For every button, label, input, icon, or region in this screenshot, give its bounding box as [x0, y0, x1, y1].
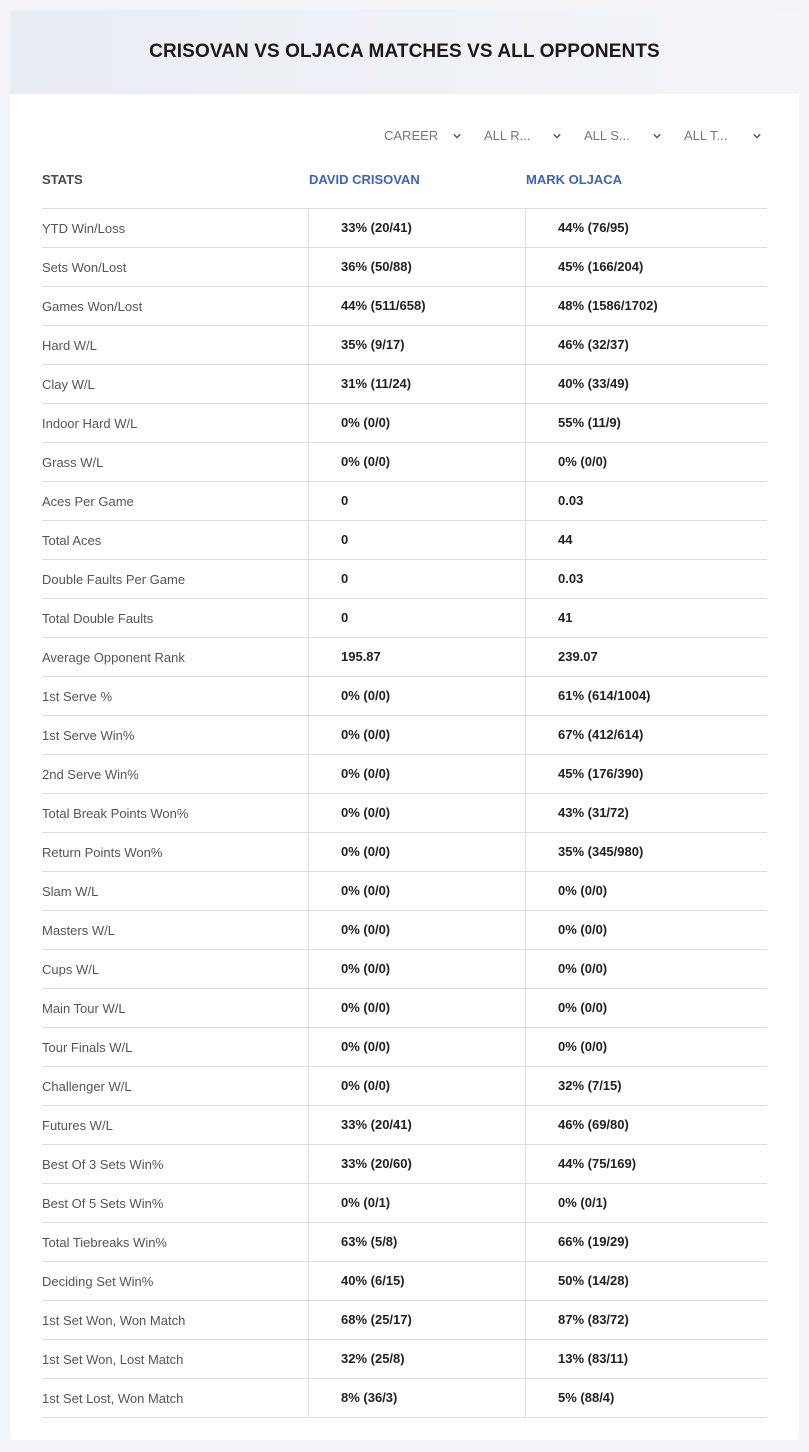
table-row — [42, 560, 767, 599]
stat-label: Total Break Points Won% — [42, 806, 189, 821]
player1-stat-value: 0% (0/0) — [308, 716, 525, 754]
table-row — [42, 677, 767, 716]
player1-stat-value: 195.87 — [308, 638, 525, 676]
player2-stat-value: 0% (0/0) — [525, 443, 767, 481]
chevron-down-icon — [753, 132, 761, 140]
page-header — [10, 10, 799, 94]
table-row — [42, 1301, 767, 1340]
stats-table-body — [42, 208, 767, 1418]
table-row — [42, 1223, 767, 1262]
table-row — [42, 794, 767, 833]
filter-round-label: ALL R... — [484, 128, 531, 143]
chevron-down-icon — [553, 132, 561, 140]
table-header — [42, 170, 767, 208]
player1-stat-value: 0% (0/0) — [308, 1028, 525, 1066]
player2-stat-value: 0.03 — [525, 482, 767, 520]
stat-label: Clay W/L — [42, 377, 95, 392]
player2-stat-value: 50% (14/28) — [525, 1262, 767, 1300]
stat-label: Slam W/L — [42, 884, 99, 899]
stat-label: Masters W/L — [42, 923, 115, 938]
player1-stat-value: 0% (0/0) — [308, 989, 525, 1027]
table-row — [42, 872, 767, 911]
stat-label: 1st Set Won, Lost Match — [42, 1352, 184, 1367]
player1-stat-value: 33% (20/60) — [308, 1145, 525, 1183]
table-row — [42, 599, 767, 638]
filter-bar — [365, 123, 765, 149]
player1-stat-value: 0 — [308, 560, 525, 598]
player2-stat-value: 44% (76/95) — [525, 209, 767, 247]
player2-stat-value: 13% (83/11) — [525, 1340, 767, 1378]
player2-stat-value: 0.03 — [525, 560, 767, 598]
player2-stat-value: 0% (0/0) — [525, 872, 767, 910]
stat-label: 1st Set Won, Won Match — [42, 1313, 186, 1328]
stat-label: 1st Set Lost, Won Match — [42, 1391, 184, 1406]
player2-stat-value: 46% (32/37) — [525, 326, 767, 364]
stat-label: Cups W/L — [42, 962, 100, 977]
table-row — [42, 443, 767, 482]
stat-label: 1st Serve Win% — [42, 728, 135, 743]
stat-label: Deciding Set Win% — [42, 1274, 154, 1289]
player2-stat-value: 0% (0/0) — [525, 911, 767, 949]
player2-stat-value: 46% (69/80) — [525, 1106, 767, 1144]
filter-period-label: CAREER — [384, 128, 439, 143]
player2-stat-value: 55% (11/9) — [525, 404, 767, 442]
table-row — [42, 1262, 767, 1301]
player2-stat-value: 48% (1586/1702) — [525, 287, 767, 325]
player1-stat-value: 31% (11/24) — [308, 365, 525, 403]
stat-label: YTD Win/Loss — [42, 221, 126, 236]
table-row — [42, 1067, 767, 1106]
player1-stat-value: 44% (511/658) — [308, 287, 525, 325]
player2-stat-value: 43% (31/72) — [525, 794, 767, 832]
stat-label: Challenger W/L — [42, 1079, 132, 1094]
player1-stat-value: 0% (0/0) — [308, 755, 525, 793]
chevron-down-icon — [653, 132, 661, 140]
stat-label: Futures W/L — [42, 1118, 113, 1133]
player1-stat-value: 0% (0/0) — [308, 404, 525, 442]
player2-link[interactable]: MARK OLJACA — [526, 172, 623, 187]
player2-stat-value: 35% (345/980) — [525, 833, 767, 871]
stat-label: Total Tiebreaks Win% — [42, 1235, 167, 1250]
player1-stat-value: 0 — [308, 482, 525, 520]
player2-stat-value: 44 — [525, 521, 767, 559]
player1-stat-value: 40% (6/15) — [308, 1262, 525, 1300]
player1-stat-value: 36% (50/88) — [308, 248, 525, 286]
filter-surface-select[interactable] — [570, 123, 665, 149]
player1-stat-value: 0% (0/0) — [308, 911, 525, 949]
player1-stat-value: 32% (25/8) — [308, 1340, 525, 1378]
player2-stat-value: 45% (176/390) — [525, 755, 767, 793]
player2-stat-value: 0% (0/0) — [525, 950, 767, 988]
stat-label: 2nd Serve Win% — [42, 767, 139, 782]
player1-stat-value: 0% (0/0) — [308, 1067, 525, 1105]
stat-label: Return Points Won% — [42, 845, 163, 860]
stat-label: Total Double Faults — [42, 611, 154, 626]
player2-stat-value: 66% (19/29) — [525, 1223, 767, 1261]
stat-label: Grass W/L — [42, 455, 104, 470]
stat-label: 1st Serve % — [42, 689, 113, 704]
table-row — [42, 326, 767, 365]
stat-label: Aces Per Game — [42, 494, 134, 509]
table-row — [42, 1340, 767, 1379]
player2-stat-value: 45% (166/204) — [525, 248, 767, 286]
filter-tournament-select[interactable] — [670, 123, 765, 149]
player1-link[interactable]: DAVID CRISOVAN — [309, 172, 420, 187]
player1-stat-value: 0 — [308, 521, 525, 559]
table-row — [42, 1028, 767, 1067]
stats-card — [10, 10, 799, 1440]
table-row — [42, 716, 767, 755]
player2-stat-value: 0% (0/0) — [525, 989, 767, 1027]
stat-label: Best Of 5 Sets Win% — [42, 1196, 164, 1211]
player2-stat-value: 41 — [525, 599, 767, 637]
player1-stat-value: 35% (9/17) — [308, 326, 525, 364]
chevron-down-icon — [453, 132, 461, 140]
table-row — [42, 833, 767, 872]
table-row — [42, 1106, 767, 1145]
stat-label: Tour Finals W/L — [42, 1040, 133, 1055]
table-row — [42, 1145, 767, 1184]
player1-stat-value: 0% (0/0) — [308, 443, 525, 481]
stat-label: Main Tour W/L — [42, 1001, 126, 1016]
player2-stat-value: 61% (614/1004) — [525, 677, 767, 715]
player1-stat-value: 0% (0/1) — [308, 1184, 525, 1222]
table-row — [42, 404, 767, 443]
stat-label: Hard W/L — [42, 338, 97, 353]
table-row — [42, 911, 767, 950]
table-row — [42, 248, 767, 287]
stat-label: Double Faults Per Game — [42, 572, 186, 587]
player2-stat-value: 87% (83/72) — [525, 1301, 767, 1339]
table-row — [42, 1184, 767, 1223]
stats-column-header: STATS — [42, 172, 83, 187]
player1-stat-value: 68% (25/17) — [308, 1301, 525, 1339]
player1-stat-value: 33% (20/41) — [308, 1106, 525, 1144]
stat-label: Average Opponent Rank — [42, 650, 185, 665]
table-row — [42, 209, 767, 248]
stat-label: Indoor Hard W/L — [42, 416, 138, 431]
player2-stat-value: 5% (88/4) — [525, 1379, 767, 1417]
table-row — [42, 482, 767, 521]
table-row — [42, 755, 767, 794]
stat-label: Best Of 3 Sets Win% — [42, 1157, 164, 1172]
table-row — [42, 521, 767, 560]
player2-stat-value: 44% (75/169) — [525, 1145, 767, 1183]
player2-stat-value: 32% (7/15) — [525, 1067, 767, 1105]
table-row — [42, 638, 767, 677]
filter-round-select[interactable] — [470, 123, 565, 149]
table-row — [42, 287, 767, 326]
filter-period-select[interactable] — [370, 123, 465, 149]
player1-stat-value: 0% (0/0) — [308, 833, 525, 871]
player1-stat-value: 63% (5/8) — [308, 1223, 525, 1261]
player1-stat-value: 0% (0/0) — [308, 677, 525, 715]
player1-stat-value: 0% (0/0) — [308, 950, 525, 988]
page-title: CRISOVAN VS OLJACA MATCHES VS ALL OPPONENTS — [149, 41, 660, 62]
stat-label: Sets Won/Lost — [42, 260, 127, 275]
player2-stat-value: 40% (33/49) — [525, 365, 767, 403]
filter-surface-label: ALL S... — [584, 128, 630, 143]
player1-stat-value: 0% (0/0) — [308, 794, 525, 832]
player2-stat-value: 239.07 — [525, 638, 767, 676]
player2-stat-value: 0% (0/1) — [525, 1184, 767, 1222]
player1-stat-value: 33% (20/41) — [308, 209, 525, 247]
player1-stat-value: 0 — [308, 599, 525, 637]
table-row — [42, 989, 767, 1028]
player1-stat-value: 8% (36/3) — [308, 1379, 525, 1417]
table-row — [42, 950, 767, 989]
player2-stat-value: 67% (412/614) — [525, 716, 767, 754]
filter-tournament-label: ALL T... — [684, 128, 728, 143]
player2-stat-value: 0% (0/0) — [525, 1028, 767, 1066]
table-row — [42, 365, 767, 404]
stat-label: Total Aces — [42, 533, 102, 548]
table-row — [42, 1379, 767, 1418]
player1-stat-value: 0% (0/0) — [308, 872, 525, 910]
stat-label: Games Won/Lost — [42, 299, 143, 314]
